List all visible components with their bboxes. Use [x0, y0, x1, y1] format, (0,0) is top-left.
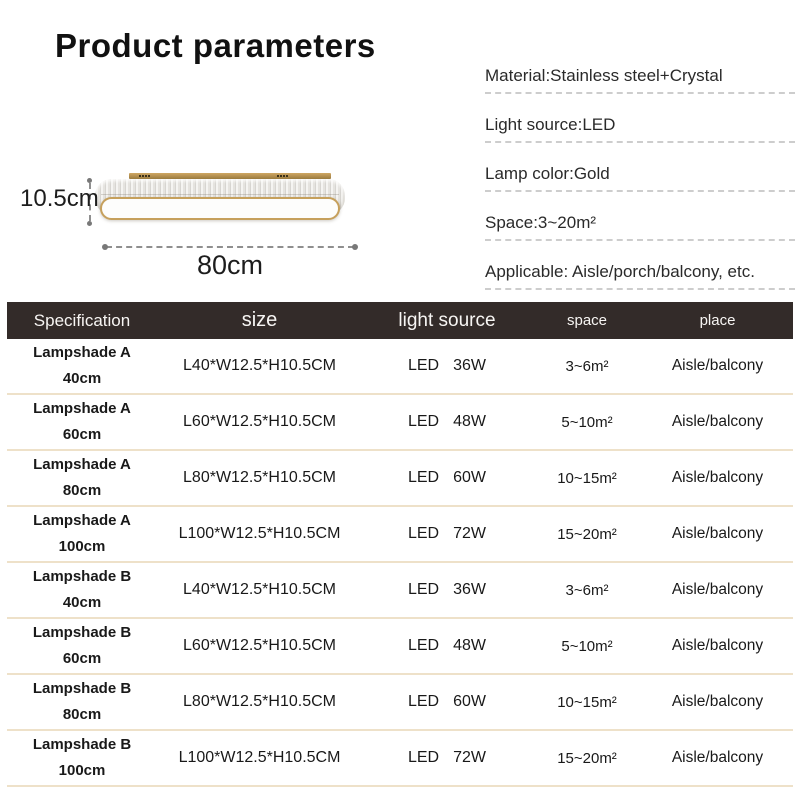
cell-wattage: 36W: [453, 581, 487, 598]
cell-specification-length: 60cm: [62, 650, 102, 667]
cell-place: Aisle/balcony: [671, 469, 764, 486]
cell-light-source: [362, 581, 532, 599]
table-row: [7, 675, 793, 731]
cell-light-source: [362, 749, 532, 767]
cell-light-source: [362, 413, 532, 431]
table-row: [7, 731, 793, 787]
cell-place: Aisle/balcony: [671, 525, 764, 542]
cell-specification-name: Lampshade A: [33, 512, 131, 529]
cell-specification: [7, 508, 157, 560]
cell-size: L80*W12.5*H10.5CM: [183, 469, 336, 486]
spec-item-lampcolor: Lamp color:Gold: [485, 164, 795, 192]
cell-space: 5~10m²: [561, 413, 613, 431]
table-row: [7, 619, 793, 675]
lamp-light-ring: [100, 197, 340, 220]
page-title: Product parameters: [55, 27, 376, 65]
cell-led-label: LED: [407, 637, 440, 654]
spec-item-applicable: Applicable: Aisle/porch/balcony, etc.: [485, 262, 795, 290]
header-place: place: [699, 312, 736, 329]
cell-specification-name: Lampshade B: [32, 568, 132, 585]
cell-specification-length: 40cm: [62, 594, 102, 611]
cell-specification-length: 80cm: [62, 706, 102, 723]
lamp-mount-screws: [139, 175, 141, 177]
cell-place: Aisle/balcony: [671, 357, 764, 374]
spec-item-space: Space:3~20m²: [485, 213, 795, 241]
cell-led-label: LED: [407, 525, 440, 542]
cell-light-source: [362, 525, 532, 543]
cell-space: 10~15m²: [557, 693, 617, 711]
cell-specification-length: 80cm: [62, 482, 102, 499]
cell-light-source: [362, 637, 532, 655]
cell-space: 15~20m²: [557, 525, 617, 543]
cell-specification-name: Lampshade A: [33, 456, 131, 473]
height-dimension-label: 10.5cm: [20, 185, 99, 212]
cell-size: L40*W12.5*H10.5CM: [183, 357, 336, 374]
spec-item-lightsource: Light source:LED: [485, 115, 795, 143]
cell-specification: [7, 452, 157, 504]
table-row: [7, 507, 793, 563]
cell-place: Aisle/balcony: [671, 637, 764, 654]
cell-light-source: [362, 357, 532, 375]
cell-wattage: 72W: [453, 749, 487, 766]
cell-specification-name: Lampshade B: [32, 736, 132, 753]
spec-list: [485, 66, 795, 311]
cell-size: L60*W12.5*H10.5CM: [183, 413, 336, 430]
cell-size: L60*W12.5*H10.5CM: [183, 637, 336, 654]
header-light-source: light source: [398, 309, 496, 331]
cell-size: L80*W12.5*H10.5CM: [183, 693, 336, 710]
cell-specification-length: 60cm: [62, 426, 102, 443]
cell-led-label: LED: [407, 413, 440, 430]
cell-specification-length: 100cm: [58, 538, 106, 555]
cell-specification-name: Lampshade B: [32, 624, 132, 641]
cell-size: L100*W12.5*H10.5CM: [178, 525, 341, 542]
width-dimension-line: [106, 246, 354, 248]
cell-wattage: 48W: [453, 413, 487, 430]
cell-size: L100*W12.5*H10.5CM: [178, 749, 341, 766]
header-space: space: [566, 312, 608, 329]
cell-specification: [7, 732, 157, 784]
table-row: [7, 451, 793, 507]
cell-specification-length: 100cm: [58, 762, 106, 779]
cell-space: 10~15m²: [557, 469, 617, 487]
cell-wattage: 36W: [453, 357, 487, 374]
cell-wattage: 48W: [453, 637, 487, 654]
cell-space: 3~6m²: [565, 581, 609, 599]
cell-place: Aisle/balcony: [671, 581, 764, 598]
cell-size: L40*W12.5*H10.5CM: [183, 581, 336, 598]
cell-space: 15~20m²: [557, 749, 617, 767]
cell-led-label: LED: [407, 469, 440, 486]
cell-led-label: LED: [407, 749, 440, 766]
table-row: [7, 563, 793, 619]
spec-table: [7, 302, 793, 787]
table-row: [7, 395, 793, 451]
table-header: [7, 302, 793, 339]
cell-specification-length: 40cm: [62, 370, 102, 387]
cell-led-label: LED: [407, 357, 440, 374]
cell-wattage: 72W: [453, 525, 487, 542]
cell-specification-name: Lampshade A: [33, 344, 131, 361]
cell-specification: [7, 676, 157, 728]
width-dimension-label: 80cm: [196, 250, 264, 280]
cell-place: Aisle/balcony: [671, 413, 764, 430]
cell-light-source: [362, 693, 532, 711]
cell-specification: [7, 564, 157, 616]
header-specification: Specification: [33, 310, 131, 330]
cell-space: 3~6m²: [565, 357, 609, 375]
header-size: size: [241, 309, 278, 331]
cell-wattage: 60W: [453, 693, 487, 710]
cell-place: Aisle/balcony: [671, 749, 764, 766]
lamp-mount-screws: [277, 175, 279, 177]
cell-specification-name: Lampshade A: [33, 400, 131, 417]
cell-specification: [7, 396, 157, 448]
cell-place: Aisle/balcony: [671, 693, 764, 710]
cell-space: 5~10m²: [561, 637, 613, 655]
product-image-lamp: [95, 170, 345, 222]
cell-specification-name: Lampshade B: [32, 680, 132, 697]
cell-specification: [7, 620, 157, 672]
cell-wattage: 60W: [453, 469, 487, 486]
table-body: [7, 339, 793, 787]
table-row: [7, 339, 793, 395]
cell-led-label: LED: [407, 693, 440, 710]
cell-specification: [7, 340, 157, 392]
cell-light-source: [362, 469, 532, 487]
cell-led-label: LED: [407, 581, 440, 598]
spec-item-material: Material:Stainless steel+Crystal: [485, 66, 795, 94]
